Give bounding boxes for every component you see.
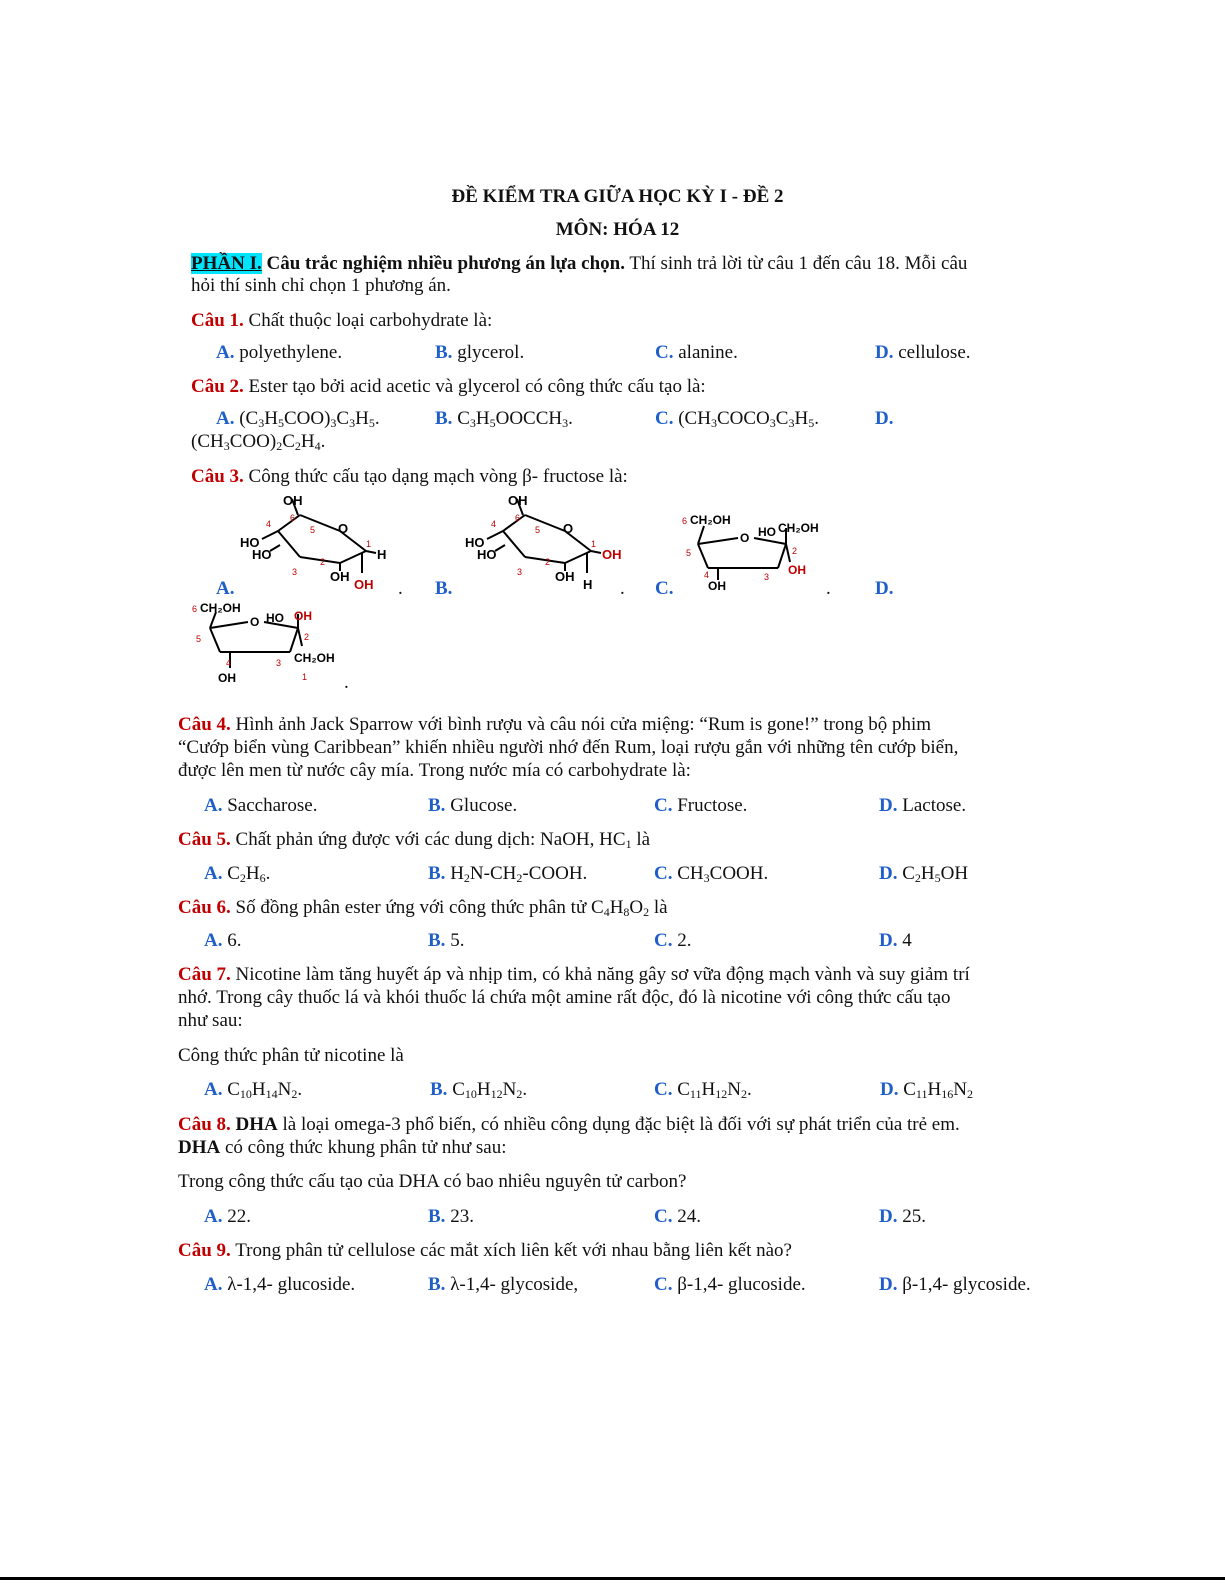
svg-text:5: 5 bbox=[686, 548, 692, 558]
svg-text:3: 3 bbox=[764, 572, 770, 582]
svg-text:1: 1 bbox=[366, 539, 372, 549]
svg-text:HO: HO bbox=[465, 535, 485, 550]
q4-option-b[interactable]: B. Glucose. bbox=[428, 795, 518, 816]
q9-option-d[interactable]: D. β-1,4- glycoside. bbox=[879, 1274, 1031, 1295]
svg-text:HO: HO bbox=[477, 547, 497, 562]
svg-text:3: 3 bbox=[292, 567, 298, 577]
svg-text:CH₂OH: CH₂OH bbox=[294, 651, 335, 665]
q1-option-b[interactable]: B. glycerol. bbox=[435, 342, 525, 363]
q1-text: Chất thuộc loại carbohydrate là: bbox=[243, 310, 493, 331]
svg-text:3: 3 bbox=[276, 658, 282, 668]
q4-text3: được lên men từ nước cây mía. Trong nước mía có carbohydrate là: bbox=[178, 760, 691, 781]
q6-label: Câu 6. bbox=[178, 897, 231, 918]
page-bottom-border bbox=[0, 1577, 1225, 1580]
svg-text:OH: OH bbox=[602, 547, 622, 562]
q5-option-c[interactable]: C. $CH_3COOH$. bbox=[654, 863, 769, 885]
page-title: ĐỀ KIỂM TRA GIỮA HỌC KỲ I - ĐỀ 2 bbox=[451, 186, 784, 207]
q9-option-b[interactable]: B. λ-1,4- glycoside, bbox=[428, 1274, 579, 1295]
q5-option-a[interactable]: A. $C_2H_6$. bbox=[204, 863, 271, 885]
q2-option-a[interactable]: A. $(C_3H_5COO)_3C_3H_5$. bbox=[216, 408, 380, 430]
part1-intro bbox=[191, 253, 967, 275]
part1-heading: Câu trắc nghiệm nhiều phương án lựa chọn. bbox=[266, 253, 625, 274]
svg-text:CH₂OH: CH₂OH bbox=[778, 521, 819, 535]
svg-text:HO: HO bbox=[266, 611, 284, 625]
question-8: Câu 8. DHA là loại omega-3 phổ biến, có nhiều công dụng đặc biệt là đối với sự phát triển của trẻ em. bbox=[178, 1114, 960, 1135]
svg-text:OH: OH bbox=[330, 569, 350, 584]
svg-text:4: 4 bbox=[266, 519, 272, 529]
q6-option-b[interactable]: B. 5. bbox=[428, 930, 465, 951]
part1-text2: hỏi thí sinh chỉ chọn 1 phương án. bbox=[191, 275, 451, 296]
q8-text2-line: DHA có công thức khung phân tử như sau: bbox=[178, 1137, 507, 1158]
question-1 bbox=[191, 310, 492, 332]
q3-structure-d bbox=[190, 600, 355, 690]
svg-text:2: 2 bbox=[320, 557, 326, 567]
q5-label: Câu 5. bbox=[178, 829, 231, 850]
q3-sep-a: . bbox=[398, 578, 403, 599]
svg-text:6: 6 bbox=[682, 516, 688, 526]
q6-option-a[interactable]: A. 6. bbox=[204, 930, 242, 951]
svg-text:6: 6 bbox=[192, 604, 198, 614]
q2-label: Câu 2. bbox=[191, 376, 244, 397]
part1-label: PHẦN I. bbox=[191, 253, 262, 274]
svg-text:6: 6 bbox=[290, 513, 296, 523]
q7-text3: như sau: bbox=[178, 1010, 243, 1031]
svg-text:1: 1 bbox=[302, 672, 308, 682]
q9-label: Câu 9. bbox=[178, 1240, 231, 1261]
q2-option-b[interactable]: B. $C_3H_5OOCCH_3$. bbox=[435, 408, 573, 430]
question-7 bbox=[178, 964, 970, 986]
q3-sep-b: . bbox=[620, 578, 625, 599]
svg-text:CH₂OH: CH₂OH bbox=[200, 601, 241, 615]
svg-text:OH: OH bbox=[555, 569, 575, 584]
part1-text1: Thí sinh trả lời từ câu 1 đến câu 18. Mỗi câu bbox=[625, 253, 968, 274]
q2-option-d-letter[interactable]: D. bbox=[875, 408, 894, 429]
svg-text:O: O bbox=[338, 521, 349, 536]
q8-label: Câu 8. bbox=[178, 1114, 231, 1135]
q1-option-c[interactable]: C. alanine. bbox=[655, 342, 738, 363]
q2-text: Ester tạo bởi acid acetic và glycerol có công thức cấu tạo là: bbox=[243, 376, 706, 397]
q8-text3: Trong công thức cấu tạo của DHA có bao nhiêu nguyên tử carbon? bbox=[178, 1171, 687, 1192]
svg-text:OH: OH bbox=[218, 671, 236, 685]
q6-text: Số đồng phân ester ứng với công thức phân tử bbox=[230, 897, 591, 918]
svg-text:2: 2 bbox=[792, 546, 798, 556]
svg-text:O: O bbox=[563, 521, 574, 536]
q3-option-b[interactable]: B. bbox=[435, 578, 453, 599]
q9-option-c[interactable]: C. β-1,4- glucoside. bbox=[654, 1274, 806, 1295]
question-3 bbox=[191, 466, 628, 488]
q3-structure-c bbox=[678, 508, 838, 593]
svg-text:5: 5 bbox=[535, 525, 541, 535]
subject-title: MÔN: HÓA 12 bbox=[555, 219, 680, 240]
svg-text:O: O bbox=[250, 615, 260, 629]
svg-text:OH: OH bbox=[788, 563, 806, 577]
q1-option-d[interactable]: D. cellulose. bbox=[875, 342, 971, 363]
q4-option-d[interactable]: D. Lactose. bbox=[879, 795, 967, 816]
svg-text:2: 2 bbox=[545, 557, 551, 567]
q3-label: Câu 3. bbox=[191, 466, 244, 487]
q7-label: Câu 7. bbox=[178, 964, 231, 985]
q8-option-b[interactable]: B. 23. bbox=[428, 1206, 474, 1227]
svg-text:1: 1 bbox=[591, 539, 597, 549]
q4-option-a[interactable]: A. Saccharose. bbox=[204, 795, 318, 816]
q1-option-a[interactable]: A. polyethylene. bbox=[216, 342, 343, 363]
svg-text:6: 6 bbox=[515, 513, 521, 523]
q9-text: Trong phân tử cellulose các mắt xích liên kết với nhau bằng liên kết nào? bbox=[230, 1240, 792, 1261]
svg-text:2: 2 bbox=[304, 632, 310, 642]
svg-text:OH: OH bbox=[708, 579, 726, 593]
q7-option-c[interactable]: C. $C_{11}H_{12}N_2$. bbox=[654, 1079, 752, 1101]
svg-text:4: 4 bbox=[226, 658, 232, 668]
question-6: Câu 6. Số đồng phân ester ứng với công thức phân tử $C_4H_8O_2$ là bbox=[178, 897, 668, 919]
q9-option-a[interactable]: A. λ-1,4- glucoside. bbox=[204, 1274, 356, 1295]
q7-option-a[interactable]: A. $C_{10}H_{14}N_2$. bbox=[204, 1079, 303, 1101]
q5-option-d[interactable]: D. $C_2H_5OH$ bbox=[879, 863, 969, 885]
question-9 bbox=[178, 1240, 792, 1262]
q8-text2: có công thức khung phân tử như sau: bbox=[220, 1137, 507, 1158]
q8-option-c[interactable]: C. 24. bbox=[654, 1206, 701, 1227]
q4-label: Câu 4. bbox=[178, 714, 231, 735]
q8-option-d[interactable]: D. 25. bbox=[879, 1206, 926, 1227]
q3-option-a[interactable]: A. bbox=[216, 578, 235, 599]
svg-text:OH: OH bbox=[283, 493, 303, 508]
question-5: Câu 5. Chất phản ứng được với các dung dịch: NaOH, $HC_1$ là bbox=[178, 829, 651, 851]
q3-option-c[interactable]: C. bbox=[655, 578, 674, 599]
q7-text4: Công thức phân tử nicotine là bbox=[178, 1045, 404, 1066]
q3-text: Công thức cấu tạo dạng mạch vòng β- fructose là: bbox=[243, 466, 628, 487]
q7-text1: Nicotine làm tăng huyết áp và nhịp tim, có khả năng gây sơ vữa động mạch vành và suy giảm trí bbox=[230, 964, 970, 985]
q4-option-c[interactable]: C. Fructose. bbox=[654, 795, 748, 816]
q7-text2: nhớ. Trong cây thuốc lá và khói thuốc lá chứa một amine rất độc, đó là nicotine với công thức cấu tạo bbox=[178, 987, 951, 1008]
svg-text:H: H bbox=[583, 577, 593, 592]
q4-text1: Hình ảnh Jack Sparrow với bình rượu và câu nói cửa miệng: “Rum is gone!” trong bộ phim bbox=[230, 714, 932, 735]
svg-text:3: 3 bbox=[517, 567, 523, 577]
svg-text:HO: HO bbox=[240, 535, 260, 550]
q3-sep-c: . bbox=[826, 578, 831, 599]
svg-text:HO: HO bbox=[252, 547, 272, 562]
svg-text:CH₂OH: CH₂OH bbox=[690, 513, 731, 527]
q3-sep-d: . bbox=[344, 672, 349, 693]
svg-text:4: 4 bbox=[704, 570, 710, 580]
svg-text:OH: OH bbox=[508, 493, 528, 508]
q8-text1: là loại omega-3 phổ biến, có nhiều công dụng đặc biệt là đối với sự phát triển của trẻ em. bbox=[277, 1114, 960, 1135]
svg-text:OH: OH bbox=[354, 577, 374, 592]
q4-text2: “Cướp biển vùng Caribbean” khiến nhiều người nhớ đến Rum, loại rượu gắn với những tên cướp biển, bbox=[178, 737, 959, 758]
q8-option-a[interactable]: A. 22. bbox=[204, 1206, 251, 1227]
q3-option-d[interactable]: D. bbox=[875, 578, 894, 599]
svg-text:5: 5 bbox=[310, 525, 316, 535]
q1-label: Câu 1. bbox=[191, 310, 244, 331]
svg-text:5: 5 bbox=[196, 634, 202, 644]
q7-option-b[interactable]: B. $C_{10}H_{12}N_2$. bbox=[430, 1079, 528, 1101]
q5-option-b[interactable]: B. $H_2N-CH_2$-COOH. bbox=[428, 863, 588, 885]
question-2 bbox=[191, 376, 706, 398]
q3-structure-b bbox=[455, 493, 625, 598]
question-4 bbox=[178, 714, 931, 736]
q5-text: Chất phản ứng được với các dung dịch: NaOH, HC bbox=[230, 829, 626, 850]
svg-text:HO: HO bbox=[758, 525, 776, 539]
svg-text:O: O bbox=[740, 531, 750, 545]
q6-option-d[interactable]: D. 4 bbox=[879, 930, 912, 951]
q3-structure-a bbox=[230, 493, 400, 598]
q2-option-d[interactable]: $(CH_3COO)_2C_2H_4$. bbox=[191, 431, 326, 453]
svg-text:H: H bbox=[377, 547, 387, 562]
q2-option-c[interactable]: C. ($CH_3COCO_3C_3H_5$. bbox=[655, 408, 819, 430]
svg-text:OH: OH bbox=[294, 609, 312, 623]
q7-option-d[interactable]: D. $C_{11}H_{16}N_2$ bbox=[880, 1079, 973, 1101]
q6-option-c[interactable]: C. 2. bbox=[654, 930, 692, 951]
svg-text:4: 4 bbox=[491, 519, 497, 529]
